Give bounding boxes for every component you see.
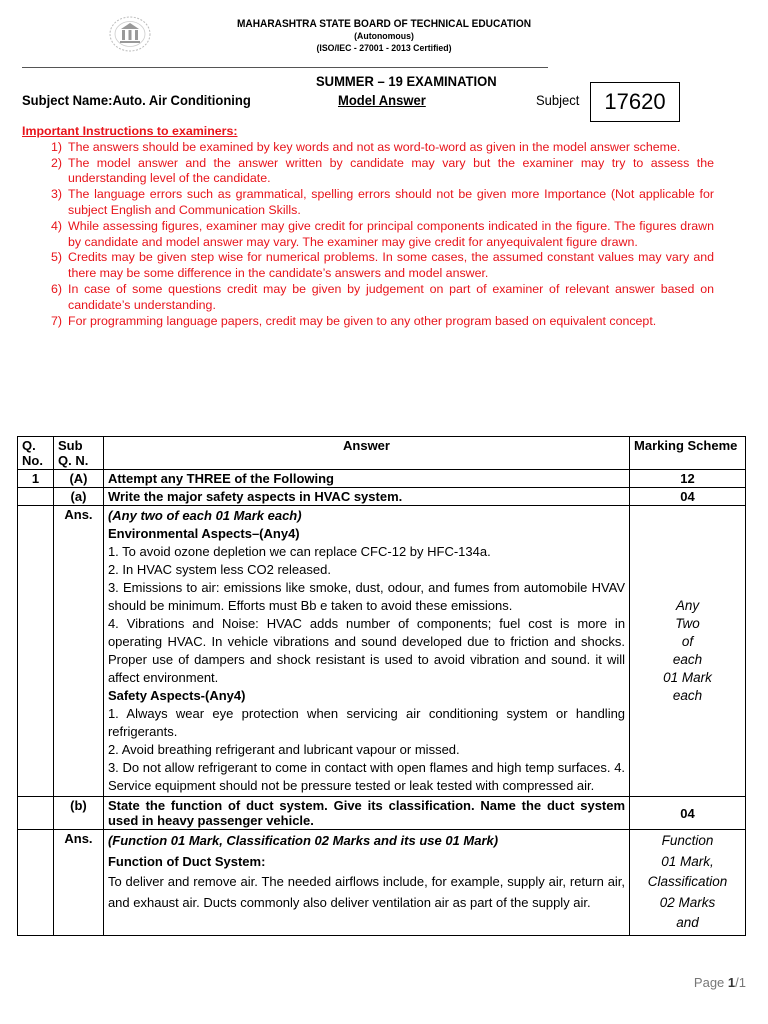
header-q-no: Q. No. bbox=[18, 437, 54, 470]
section-heading: Safety Aspects-(Any4) bbox=[107, 688, 246, 703]
answer-table bbox=[17, 436, 746, 936]
sub-q-number: (a) bbox=[53, 488, 103, 506]
examiner-instructions bbox=[22, 124, 714, 329]
instruction-item: 5) Credits may be given step wise for numerical problems. In some cases, the assumed constant values may vary and there may be some difference in the candidate’s answers and model answer. bbox=[50, 250, 714, 281]
table-row bbox=[18, 506, 746, 797]
question-text: Attempt any THREE of the Following bbox=[103, 470, 629, 488]
subject-name: Subject Name:Auto. Air Conditioning bbox=[22, 92, 251, 108]
table-header-row bbox=[18, 437, 746, 470]
answer-point: 1. To avoid ozone depletion we can replace CFC-12 by HFC-134a. bbox=[107, 544, 491, 559]
question-text: Write the major safety aspects in HVAC system. bbox=[103, 488, 629, 506]
marking-note: (Any two of each 01 Mark each) bbox=[107, 508, 302, 523]
model-answer-label: Model Answer bbox=[338, 92, 426, 108]
instructions-title: Important Instructions to examiners: bbox=[22, 124, 238, 138]
instructions-list bbox=[22, 140, 714, 330]
header-sub-qn: Sub Q. N. bbox=[53, 437, 103, 470]
subject-code-label: Subject bbox=[536, 92, 580, 108]
q-number: 1 bbox=[18, 470, 54, 488]
answer-point: 2. In HVAC system less CO2 released. bbox=[107, 562, 331, 577]
question-marks: 04 bbox=[630, 488, 746, 506]
board-autonomous: (Autonomous) bbox=[354, 31, 414, 42]
answer-point: 1. Always wear eye protection when servicing air conditioning system or handling refrigerants. bbox=[107, 706, 626, 739]
answer-point: 3. Do not allow refrigerant to come in contact with open flames and high temp surfaces. 4. Service equipment should not be pressure tested or leak tested with compressed air. bbox=[107, 760, 626, 793]
question-marks: 04 bbox=[630, 797, 746, 830]
sub-q-number: (b) bbox=[53, 797, 103, 830]
exam-title: SUMMER – 19 EXAMINATION bbox=[316, 73, 497, 89]
answer-point: 4. Vibrations and Noise: HVAC adds number of components; fuel cost is more in operating HVAC. In vehicle vibrations and sound developed due to friction and shocks. Proper use of dampers and shock resistant is used to avoid vibration and sound. it will affect environment. bbox=[107, 616, 626, 685]
board-name: MAHARASHTRA STATE BOARD OF TECHNICAL EDUCATION bbox=[236, 18, 532, 30]
instruction-item: 1) The answers should be examined by key words and not as word-to-word as given in the model answer scheme. bbox=[50, 139, 681, 154]
marking-scheme-cell: Function 01 Mark, Classification 02 Marks and bbox=[630, 830, 746, 936]
table-row bbox=[18, 797, 746, 830]
sub-q-number: (A) bbox=[53, 470, 103, 488]
answer-text: To deliver and remove air. The needed airflows include, for example, supply air, return air, and exhaust air. Ducts commonly also deliver ventilation air as part of the supply air. bbox=[107, 874, 626, 910]
document-header bbox=[0, 14, 768, 66]
section-heading: Function of Duct System: bbox=[107, 853, 266, 869]
table-row bbox=[18, 830, 746, 936]
instruction-item: 3) The language errors such as grammatical, spelling errors should not be given more Importance (Not applicable for subject English and Communication Skills. bbox=[50, 187, 714, 217]
page-number: Page 1/1 bbox=[693, 975, 746, 990]
instruction-item: 7) For programming language papers, credit may be given to any other program based on equivalent concept. bbox=[50, 313, 657, 328]
section-heading: Environmental Aspects–(Any4) bbox=[107, 526, 300, 541]
header-marking-scheme: Marking Scheme bbox=[630, 437, 746, 470]
answer-content bbox=[103, 506, 629, 797]
answer-content bbox=[103, 830, 629, 936]
header-answer: Answer bbox=[103, 437, 629, 470]
question-marks: 12 bbox=[630, 470, 746, 488]
instruction-item: 6) In case of some questions credit may be given by judgement on part of examiner of relevant answer based on candidate’s understanding. bbox=[50, 281, 714, 312]
subject-code-box: 17620 bbox=[590, 82, 680, 122]
answer-point: 2. Avoid breathing refrigerant and lubricant vapour or missed. bbox=[107, 742, 460, 757]
table-row bbox=[18, 470, 746, 488]
answer-point: 3. Emissions to air: emissions like smoke, dust, odour, and fumes from automobile HVAV should be minimum. Efforts must Bb e taken to avoid these emissions. bbox=[107, 580, 626, 613]
marking-note: (Function 01 Mark, Classification 02 Marks and its use 01 Mark) bbox=[107, 833, 499, 848]
header-divider bbox=[22, 67, 548, 68]
instruction-item: 2) The model answer and the answer written by candidate may vary but the examiner may try to assess the understanding level of the candidate. bbox=[50, 155, 714, 186]
answer-label: Ans. bbox=[53, 506, 103, 797]
instruction-item: 4) While assessing figures, examiner may give credit for principal components indicated in the figure. The figures drawn by candidate and model answer may vary. The examiner may give credit for anyequivalent figure drawn. bbox=[50, 218, 714, 249]
table-row bbox=[18, 488, 746, 506]
question-text: State the function of duct system. Give its classification. Name the duct system used in heavy passenger vehicle. bbox=[103, 797, 629, 830]
answer-label: Ans. bbox=[53, 830, 103, 936]
board-certification: (ISO/IEC - 27001 - 2013 Certified) bbox=[316, 43, 452, 54]
marking-scheme-cell: Any Two of each 01 Mark each bbox=[630, 506, 746, 797]
